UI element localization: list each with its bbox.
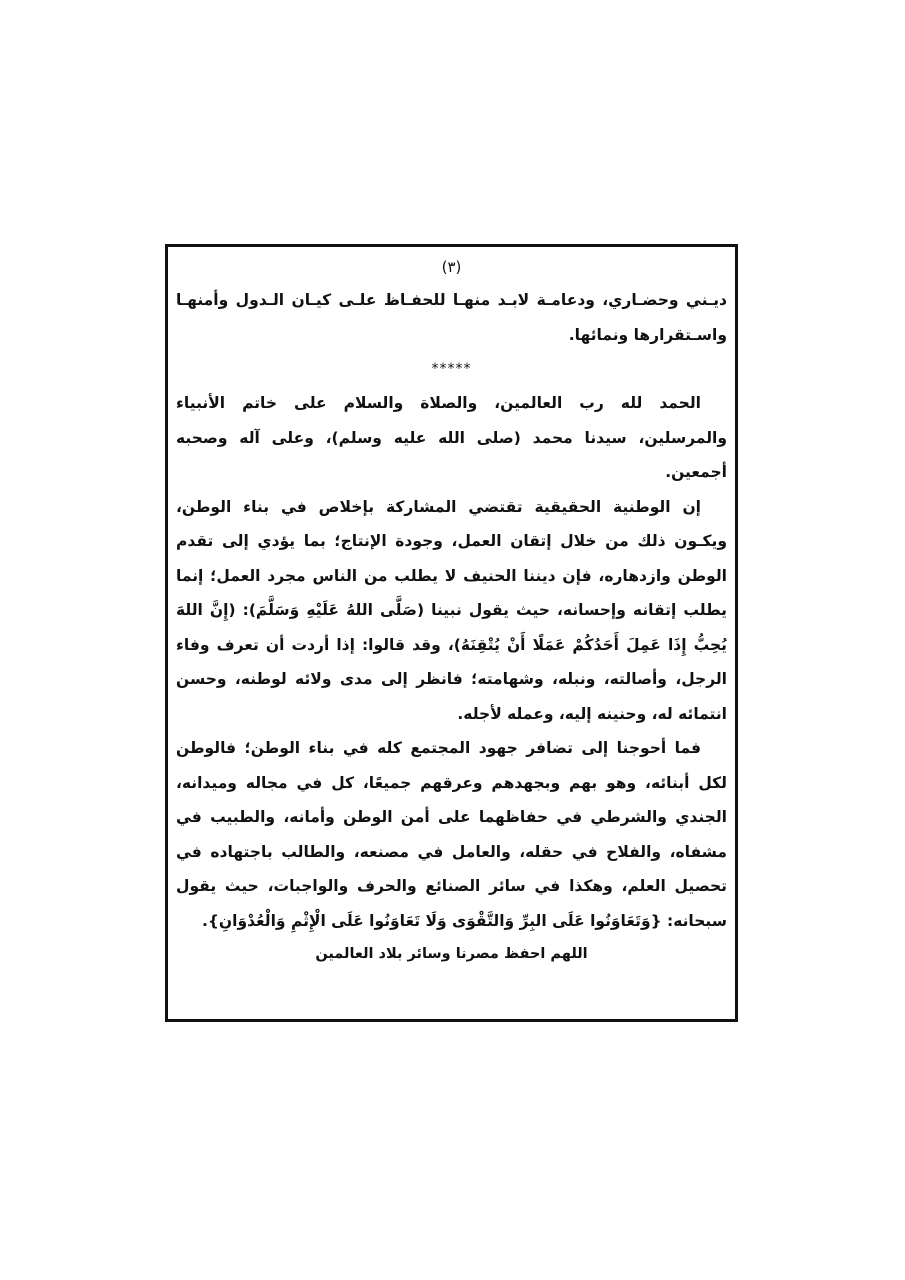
praise-paragraph: الحمد لله رب العالمين، والصلاة والسلام على خاتم الأنبياء والمرسلين، سيدنا محمد (صلى الله عليه وسلم)، وعلى آله وصحبه أجمعين. [176,394,727,481]
section-separator: ***** [431,361,472,377]
patriotism-paragraph: إن الوطنية الحقيقية تقتضي المشاركة بإخلاص في بناء الوطن، ويكـون ذلك من خلال إتقان العمل، وجودة الإنتاج؛ بما يؤدي إلى تقدم الوطن وازدهاره، فإن ديننا الحنيف لا يطلب من الناس مجرد العمل؛ إنما يطلب إتقانه وإحسانه، حيث يقول نبينا (صَلَّى اللهُ عَلَيْهِ وَسَلَّمَ): (إِنَّ اللهَ يُحِبُّ إِذَا عَمِلَ أَحَدُكُمْ عَمَلًا أَنْ يُتْقِنَهُ)، وقد قالوا: إذا أردت أن تعرف وفاء الرجل، وأصالته، ونبله، وشهامته؛ فانظر إلى مدى ولائه لوطنه، وحسن انتمائه له، وحنينه إليه، وعمله لأجله. [176,497,727,723]
page-frame [165,244,738,1022]
intro-paragraph: ديـني وحضـاري، ودعامـة لابـد منهـا للحفـاظ علـى كيـان الـدول وأمنهـا واسـتقرارها ونمائها. [176,291,727,344]
cooperation-paragraph: فما أحوجنا إلى تضافر جهود المجتمع كله في بناء الوطن؛ فالوطن لكل أبنائه، وهو بهم وبجهدهم وعرقهم جميعًا، كل في مجاله وميدانه، الجندي والشرطي في حفاظهما على أمن الوطن وأمانه، والطبيب في مشفاه، والفلاح في حقله، والعامل في مصنعه، والطالب باجتهاده في تحصيل العلم، وهكذا في سائر الصنائع والحرف والواجبات، حيث يقول سبحانه: {وَتَعَاوَنُوا عَلَى البِرِّ وَالتَّقْوَى وَلَا تَعَاوَنُوا عَلَى الْإِثْمِ وَالْعُدْوَانِ}. [176,739,727,930]
page-number: (٣) [441,258,462,276]
closing-prayer: اللهم احفظ مصرنا وسائر بلاد العالمين [315,946,588,962]
document-body [176,255,727,970]
